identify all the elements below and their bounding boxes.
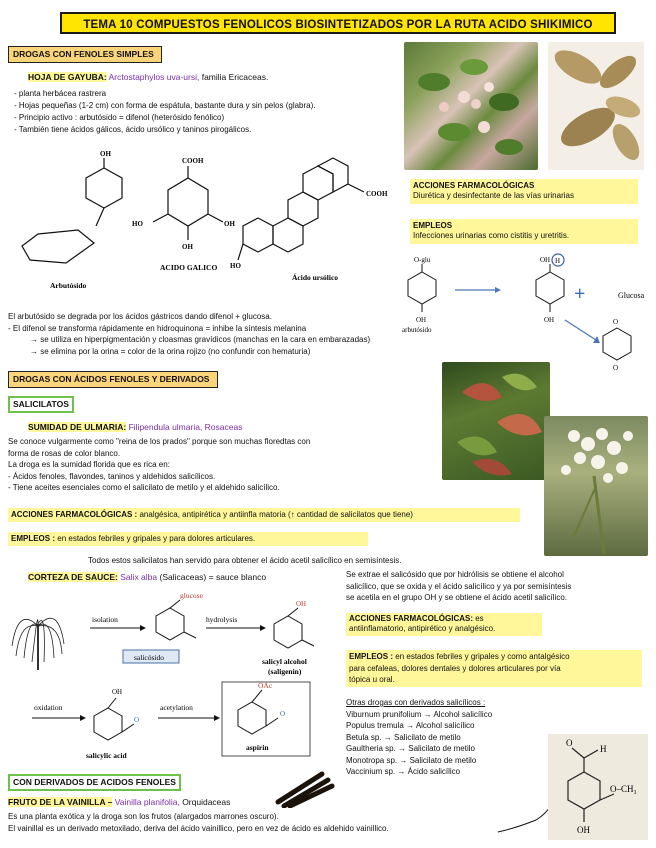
list-item: - También tiene ácidos gálicos, ácido ursólico y taninos pirogálicos. xyxy=(14,125,252,134)
acciones-label: ACCIONES FARMACOLÓGICAS xyxy=(413,181,535,190)
otras-title: Otras drogas con derivados salicílicos : xyxy=(346,698,486,707)
gayuba-bullets xyxy=(14,88,394,136)
ulmaria-subtitle xyxy=(28,422,242,433)
vanilla-pods-illustration xyxy=(272,768,336,808)
arrow-head xyxy=(260,625,266,631)
oh-label: OH xyxy=(100,150,111,158)
otras-drogas-list xyxy=(346,697,556,778)
gayuba-dried-leaves-photo xyxy=(548,42,644,170)
degradation-line: → se utiliza en hiperpigmentación y cloasmas gravídicos (manchas en la cara en embarazadas) xyxy=(30,335,371,344)
gayuba-subtitle xyxy=(28,72,268,83)
degradation-line: El arbutósido se degrada por los ácidos gástricos dando difenol + glucosa. xyxy=(8,312,272,321)
ulmaria-leaves-illustration xyxy=(442,362,550,480)
gayuba-leaves-illustration xyxy=(404,42,538,170)
ulmaria-line: - Tiene aceites esenciales como el salicilato de metilo y el aldehido salicílico. xyxy=(8,483,280,492)
gayuba-plant-photo xyxy=(404,42,538,170)
vainilla-line: Es una planta exótica y la droga son los frutos (alargados marrones oscuro). xyxy=(8,812,279,821)
sauce-label: CORTEZA DE SAUCE: xyxy=(28,572,118,582)
arrow-head xyxy=(495,287,501,293)
empleos-box-ulmaria xyxy=(8,532,368,546)
vanillin-pointer-arrow xyxy=(496,800,556,836)
sauce-subtitle xyxy=(28,572,266,583)
dried-leaves-illustration xyxy=(548,42,644,170)
ulmaria-flowers-illustration xyxy=(544,416,648,556)
ho-label: HO xyxy=(230,262,241,270)
list-item: Vaccinium sp. → Ácido salicílico xyxy=(346,767,461,776)
och3-label: O–CH₃ xyxy=(610,784,637,794)
oh-label: OH xyxy=(577,825,590,835)
ulmaria-species: Filipendula ulmaria, Rosaceas xyxy=(128,422,243,432)
list-item: - Hojas pequeñas (1-2 cm) con forma de espátula, bastante dura y sin pelos (glabra). xyxy=(14,101,316,110)
arrow-head xyxy=(140,625,146,631)
ho-label: HO xyxy=(132,220,143,228)
oh-label: OH xyxy=(540,256,551,264)
oh-label: OH xyxy=(416,316,427,324)
saligenin-label: (saligenin) xyxy=(268,667,302,676)
salicyl-alcohol-label: salicyl alcohol xyxy=(262,657,307,666)
ulmaria-line: Se conoce vulgarmente como "reina de los prados" porque son muchas floredtas con xyxy=(8,437,311,446)
vanillin-structure xyxy=(548,734,648,840)
ulmaria-text xyxy=(8,436,438,494)
salicilatos-header: SALICILATOS xyxy=(8,396,74,413)
o-label: O xyxy=(613,364,619,372)
vainilla-family: Orquidaceas xyxy=(182,797,231,807)
empleos-label: EMPLEOS : xyxy=(11,534,56,543)
page-title: TEMA 10 COMPUESTOS FENOLICOS BIOSINTETIZADOS POR LA RUTA ACIDO SHIKIMICO xyxy=(60,12,616,34)
salicylic-ring xyxy=(94,708,122,740)
salicoside-ring xyxy=(156,608,184,640)
hydroquinone-ring xyxy=(536,272,564,304)
degradation-scheme xyxy=(400,250,656,375)
ulmaria-line: forma de rosas de color blanco. xyxy=(8,448,121,458)
o-label: O xyxy=(613,318,619,326)
empleos-label: EMPLEOS : xyxy=(349,652,394,661)
oh-label: OH xyxy=(182,243,193,251)
ulmaria-line: - Ácidos fenoles, flavondes, taninos y aldehidos salicílicos. xyxy=(8,471,216,481)
salicylic-acid-label: salicylic acid xyxy=(86,751,127,760)
arrow-head xyxy=(80,715,86,721)
acciones-text: Diurética y desinfectante de las vías urinarias xyxy=(413,191,574,201)
oh-label: OH xyxy=(296,600,307,608)
saligenin-ring xyxy=(274,616,302,648)
hydrolysis-label: hydrolysis xyxy=(206,615,238,624)
list-item: - Principio activo : arbutósido = difenol (heterósido fenólico) xyxy=(14,113,225,122)
arrow-down-right xyxy=(565,320,596,340)
degradation-line: - El difenol se transforma rápidamente en hidroquinona = inhibe la síntesis melanina xyxy=(8,323,307,333)
o-label: O xyxy=(280,710,286,718)
sauce-species: Salix alba xyxy=(120,572,158,582)
arrow-head xyxy=(593,336,600,343)
aspirin-synthesis-scheme xyxy=(30,590,350,770)
list-item: Viburnum prunifolium → Alcohol salicílico xyxy=(346,709,493,719)
gallic-acid-ring xyxy=(168,178,208,226)
h-label: H xyxy=(555,257,561,265)
acciones-box-ulmaria xyxy=(8,508,520,522)
arbutoside-sugar-ring xyxy=(22,230,94,263)
oh-label: OH xyxy=(544,316,555,324)
sauce-line: se acetila en el grupo OH y se obtiene el ácido acetil salicílico. xyxy=(346,593,568,602)
acciones-text: antiinflamatorio, antipirético y analgésico. xyxy=(349,624,496,634)
acciones-box-gayuba xyxy=(410,179,638,204)
list-item: Betula sp. → Salicilato de metilo xyxy=(346,732,461,742)
section-header-acidos-fenoles: DROGAS CON ÁCIDOS FENOLES Y DERIVADOS xyxy=(8,371,218,388)
gayuba-label: HOJA DE GAYUBA: xyxy=(28,72,107,82)
empleos-box-gayuba xyxy=(410,219,638,244)
gayuba-family: familia Ericaceas. xyxy=(201,72,269,82)
arbutoside-label: Arbutósido xyxy=(50,281,87,290)
degradation-text xyxy=(8,311,428,357)
arbutosido-label: arbutósido xyxy=(402,326,432,334)
empleos-text: Infecciones urinarias como cistitis y uretritis. xyxy=(413,231,570,241)
list-item: Monotropa sp. → Salicilato de metilo xyxy=(346,755,477,765)
glucosa-label: Glucosa xyxy=(618,291,645,300)
ulmaria-line: La droga es la sumidad florida que es rica en: xyxy=(8,460,170,469)
ulmaria-leaves-photo xyxy=(442,362,550,480)
o-label: O xyxy=(134,716,140,724)
section-header-fenoles-simples: DROGAS CON FENOLES SIMPLES xyxy=(8,46,162,63)
vainilla-line: El vainillal es un derivado metoxilado, deriva del ácido vainillico, pero en vez de ácido es aldehido vainillico. xyxy=(8,824,389,833)
gayuba-structures xyxy=(8,148,403,298)
oglu-label: O-glu xyxy=(414,256,431,264)
acciones-box-sauce xyxy=(346,613,542,636)
list-item: Populus tremula → Alcohol salicílico xyxy=(346,721,475,730)
gayuba-species: Arctostaphylos uva-ursi, xyxy=(108,72,200,82)
gallic-acid-label: ACIDO GALICO xyxy=(160,263,218,272)
cooh-label: COOH xyxy=(366,190,388,198)
ursolic-acid-rings xyxy=(238,158,364,260)
acciones-text: es xyxy=(475,614,484,623)
plus-sign: + xyxy=(574,283,586,305)
list-item: Gaultheria sp. → Salicilato de metilo xyxy=(346,744,475,753)
h-label: H xyxy=(600,744,607,754)
acciones-label: ACCIONES FARMACOLÓGICAS : xyxy=(11,510,138,519)
vainilla-label: FRUTO DE LA VAINILLA – xyxy=(8,797,113,807)
vainilla-text xyxy=(8,811,508,835)
empleos-text: en estados febriles y gripales y como antalgésico xyxy=(395,652,570,661)
empleos-box-sauce xyxy=(346,650,642,687)
aspirin-label: aspirin xyxy=(246,743,269,752)
empleos-text: en estados febriles y gripales y para dolores articulares. xyxy=(57,534,256,543)
arbutoside-ring xyxy=(408,272,436,304)
vainilla-species: Vainilla planifolia, xyxy=(114,797,180,807)
sauce-line: Se extrae el salicósido que por hidrólisis se obtiene el alcohol xyxy=(346,570,564,579)
ulmaria-flowers-photo xyxy=(544,416,648,556)
glucose-label: glucose xyxy=(180,591,203,600)
oh-label: OH xyxy=(224,220,235,228)
derivados-header: CON DERIVADOS DE ACIDOS FENOLES xyxy=(8,774,181,791)
degradation-line: → se elimina por la orina = color de la orina rojizo (no confundir con hematuria) xyxy=(30,346,311,356)
sauce-description xyxy=(346,569,646,604)
sauce-line: salicílico, que se oxida y el ácido salicílico y ya por semisíntesis xyxy=(346,581,572,591)
arbutoside-phenol-ring xyxy=(86,168,122,208)
quinone-ring xyxy=(603,328,631,360)
vainilla-subtitle xyxy=(8,797,230,808)
acciones-label: ACCIONES FARMACOLÓGICAS: xyxy=(349,614,473,623)
o-label: O xyxy=(566,738,573,748)
acciones-text: analgésica, antipirética y antiinfla matoria (↑ cantidad de salicilatos que tiene) xyxy=(139,510,413,519)
arrow-head xyxy=(214,715,220,721)
oxidation-label: oxidation xyxy=(34,703,63,712)
oh-label: OH xyxy=(112,688,123,696)
all-salicilatos-note: Todos estos salicilatos han servido para obtener el ácido acetil salicílico en semisíntesis. xyxy=(88,556,402,565)
empleos-text: tópica u oral. xyxy=(349,675,395,684)
aspirin-ring xyxy=(238,702,266,734)
list-item: - planta herbácea rastrera xyxy=(14,89,107,98)
ulmaria-label: SUMIDAD DE ULMARIA: xyxy=(28,422,127,432)
acetylation-label: acetylation xyxy=(160,703,193,712)
sauce-rest: (Salicaceas) = sauce blanco xyxy=(159,572,267,582)
vanillin-structure-panel xyxy=(548,734,648,840)
empleos-label: EMPLEOS xyxy=(413,221,453,230)
cooh-label: COOH xyxy=(182,157,204,165)
oac-label: OAc xyxy=(258,681,273,690)
salicosido-label: salicósido xyxy=(134,653,164,662)
isolation-label: isolation xyxy=(92,615,118,624)
ursolic-acid-label: Ácido ursólico xyxy=(292,273,339,282)
empleos-text: para cefaleas, dolores dentales y dolores articulares por vía xyxy=(349,663,561,673)
